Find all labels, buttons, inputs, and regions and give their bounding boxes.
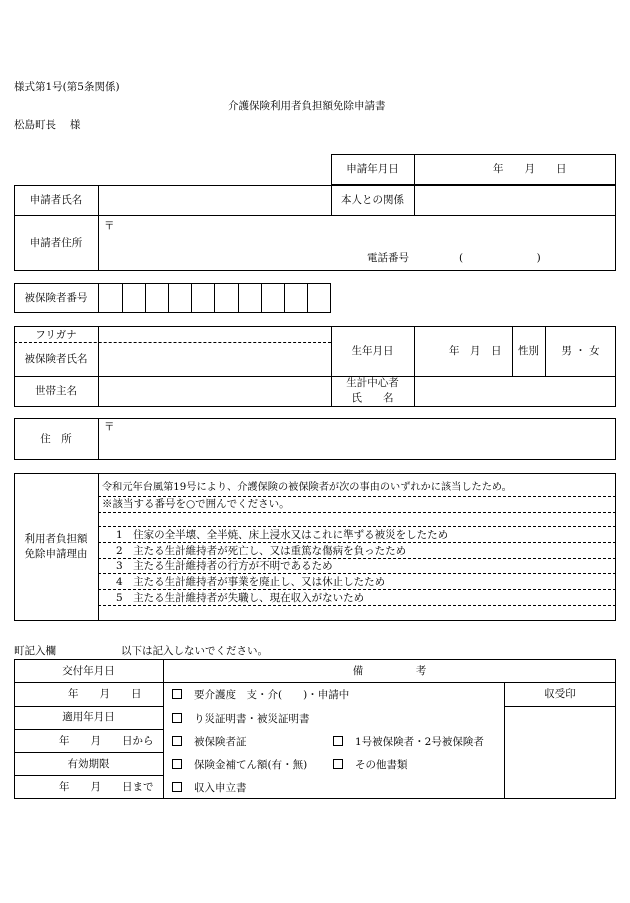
valid-until-field: 年 月 日まで	[59, 781, 154, 793]
form-number: 様式第1号(第5条関係)	[14, 81, 120, 93]
birth-date-field[interactable]: 年 月 日	[449, 345, 502, 357]
household-head-label: 世帯主名	[35, 385, 77, 397]
insured-name-label: 被保険者氏名	[24, 353, 88, 365]
insured-postal-mark: 〒	[104, 421, 115, 433]
furigana-field[interactable]	[100, 327, 329, 341]
applicant-name-label: 申請者氏名	[29, 194, 83, 206]
reason-item-1[interactable]: 1 住家の全半壊、全半焼、床上浸水又はこれに準ずる被災をしたため	[116, 529, 449, 541]
checkbox-icon	[333, 759, 343, 769]
household-head-field[interactable]	[100, 378, 329, 405]
breadwinner-label-2: 氏 名	[351, 392, 394, 404]
issue-date-field: 年 月 日	[68, 688, 142, 700]
check-income-statement: 収入申立書	[172, 782, 247, 794]
issue-date-label: 交付年月日	[62, 665, 115, 677]
insured-number-label: 被保険者番号	[24, 292, 88, 304]
checkbox-icon	[172, 689, 182, 699]
breadwinner-field[interactable]	[416, 378, 614, 405]
insured-number-field[interactable]	[99, 284, 330, 312]
reason-label-2: 免除申請理由	[24, 548, 88, 560]
stamp-label: 収受印	[544, 688, 576, 700]
valid-until-label: 有効期限	[67, 758, 110, 770]
checkbox-icon	[172, 759, 182, 769]
document-title: 介護保険利用者負担額免除申請書	[228, 100, 386, 112]
phone-label: 電話番号	[367, 252, 409, 264]
application-date-field[interactable]: 年 月 日	[493, 163, 567, 175]
sex-field[interactable]: 男 ・ 女	[561, 345, 600, 357]
reason-item-2[interactable]: 2 主たる生計維持者が死亡し、又は重篤な傷病を負ったため	[116, 545, 407, 557]
apply-date-label: 適用年月日	[62, 711, 115, 723]
relation-field[interactable]	[416, 187, 614, 213]
apply-date-field: 年 月 日から	[59, 735, 154, 747]
reason-item-3[interactable]: 3 主たる生計維持者の行方が不明であるため	[116, 560, 333, 572]
insured-address-field[interactable]	[100, 420, 614, 458]
check-care-level: 要介護度 支・介( )・申請中	[172, 689, 349, 701]
breadwinner-label-1: 生計中心者	[346, 377, 399, 389]
applicant-name-field[interactable]	[100, 187, 329, 213]
sex-label: 性別	[518, 345, 539, 357]
check-insured-type: 1号被保険者・2号被保険者	[333, 736, 484, 748]
check-insured-card: 被保険者証	[172, 736, 247, 748]
insured-name-field[interactable]	[100, 344, 329, 374]
addressee: 松島町長 様	[14, 119, 81, 131]
insured-address-label: 住 所	[40, 433, 72, 445]
reason-item-5[interactable]: 5 主たる生計維持者が失職し、現在収入がないため	[116, 592, 365, 604]
birth-date-label: 生年月日	[351, 345, 394, 357]
office-section-note: 以下は記入しないでください。	[121, 645, 268, 657]
reason-label-1: 利用者負担額	[24, 533, 88, 545]
check-insurance-amount: 保険金補てん額(有・無)	[172, 759, 307, 771]
reason-item-4[interactable]: 4 主たる生計維持者が事業を廃止し、又は休止したため	[116, 576, 386, 588]
checkbox-icon	[333, 736, 343, 746]
checkbox-icon	[172, 713, 182, 723]
reason-note: ※該当する番号を○で囲んでください。	[102, 498, 290, 510]
phone-field[interactable]: ( )	[459, 252, 541, 264]
stamp-area	[505, 707, 615, 798]
relation-label: 本人との関係	[341, 194, 404, 206]
applicant-address-label: 申請者住所	[29, 237, 83, 249]
check-other-docs: その他書類	[333, 759, 408, 771]
furigana-label: フリガナ	[35, 329, 77, 341]
check-disaster-cert: り災証明書・被災証明書	[172, 713, 310, 725]
remarks-label: 備 考	[352, 665, 427, 677]
office-section-label: 町記入欄	[14, 645, 56, 657]
checkbox-icon	[172, 736, 182, 746]
applicant-postal-mark: 〒	[104, 220, 115, 232]
reason-intro: 令和元年台風第19号により、介護保険の被保険者が次の事由のいずれかに該当したため。	[102, 482, 512, 493]
application-date-label: 申請年月日	[346, 163, 399, 175]
checkbox-icon	[172, 782, 182, 792]
